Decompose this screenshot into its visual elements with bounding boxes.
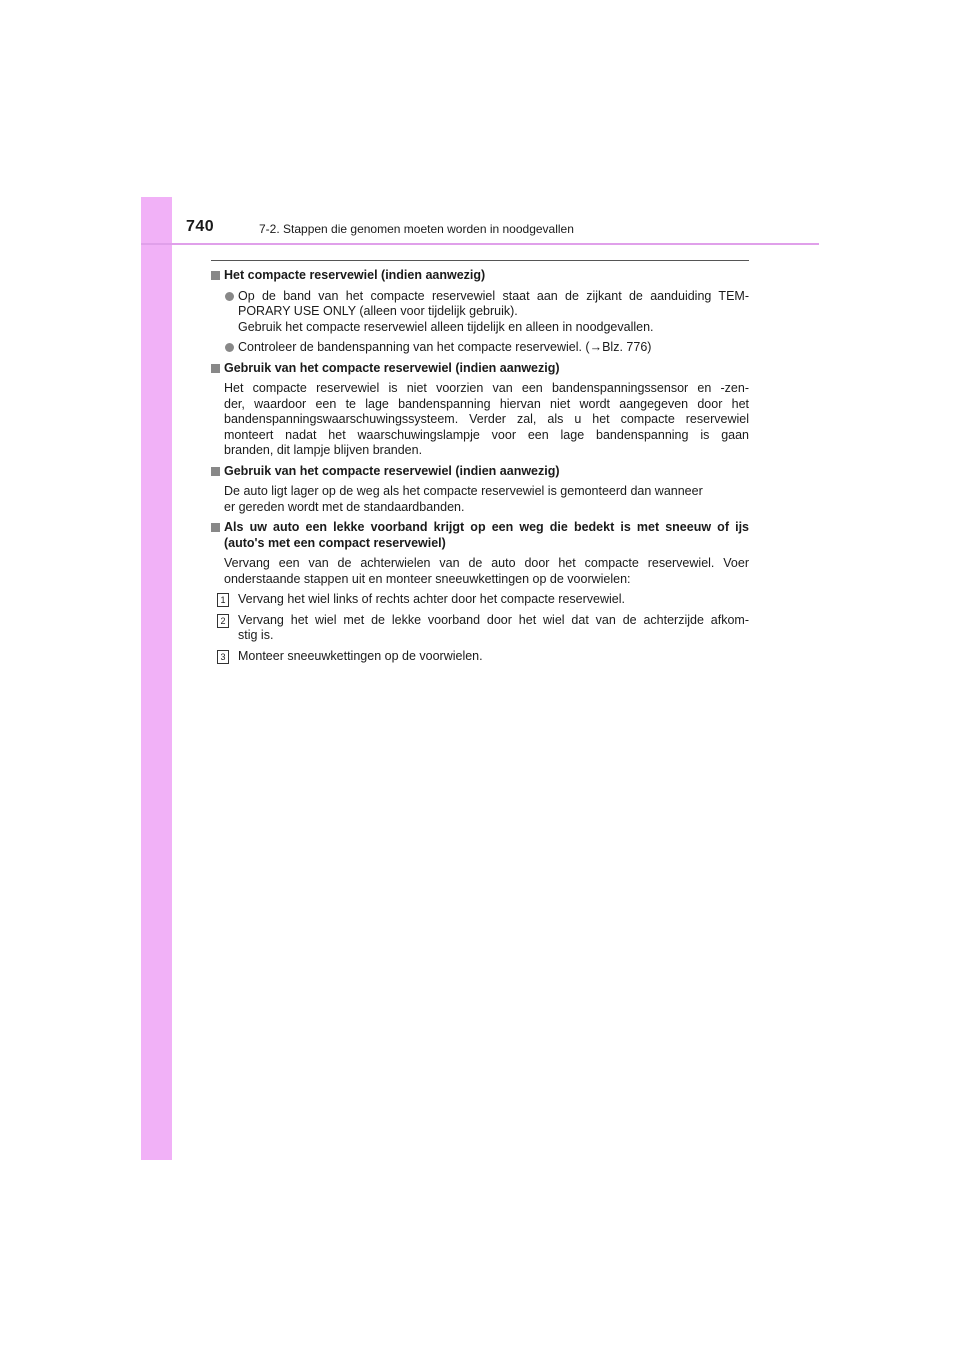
step-number-box: 2: [217, 614, 229, 628]
bullet-item: Op de band van het compacte reservewiel staat aan de zijkant de aanduiding TEM- PORARY USE ONLY (alleen voor tijdelijk gebruik). Gebruik het compacte reservewiel alleen tijdelijk en alleen in noodgevallen.: [211, 289, 749, 336]
round-bullet-icon: [225, 292, 234, 301]
square-bullet-icon: [211, 467, 220, 476]
step-item: 1 Vervang het wiel links of rechts achter door het compacte reservewiel.: [211, 592, 749, 608]
step-item: 2 Vervang het wiel met de lekke voorband door het wiel dat van de achterzijde afkom- stig is.: [211, 613, 749, 644]
chapter-title: 7-2. Stappen die genomen moeten worden in noodgevallen: [259, 222, 574, 236]
page-reference: Controleer de bandenspanning van het compacte reservewiel. (→Blz. 776): [238, 340, 652, 354]
square-bullet-icon: [211, 523, 220, 532]
content-body: [211, 268, 749, 669]
section-paragraph: Het compacte reservewiel is niet voorzien van een bandenspanningssensor en -zen- der, waardoor een te lage bandenspanning hiervan niet wordt aangegeven door het bandenspanningswaarschuwingssysteem. Verder zal, als u het compacte reservewiel monteert nadat het waarschuwingslampje voor een lage bandenspanning is gaan branden, dit lampje blijven branden.: [224, 381, 749, 457]
square-bullet-icon: [211, 271, 220, 280]
section-paragraph: De auto ligt lager op de weg als het compacte reservewiel is gemonteerd dan wanneer er gereden wordt met de standaardbanden.: [224, 484, 703, 514]
section-heading: Gebruik van het compacte reservewiel (indien aanwezig): [211, 464, 749, 480]
square-bullet-icon: [211, 364, 220, 373]
step-number-box: 3: [217, 650, 229, 664]
section-heading: Gebruik van het compacte reservewiel (indien aanwezig): [211, 361, 749, 377]
section-heading: Als uw auto een lekke voorband krijgt op een weg die bedekt is met sneeuw of ijs (auto's met een compact reservewiel): [211, 520, 749, 551]
section-paragraph: Vervang een van de achterwielen van de auto door het compacte reservewiel. Voer onderstaande stappen uit en monteer sneeuwkettingen op de voorwielen:: [224, 556, 749, 586]
round-bullet-icon: [225, 343, 234, 352]
page-number: 740: [186, 218, 215, 235]
step-number-box: 1: [217, 593, 229, 607]
step-item: 3 Monteer sneeuwkettingen op de voorwielen.: [211, 649, 749, 665]
side-color-band: [141, 197, 172, 1160]
bullet-item: [211, 340, 749, 356]
section-heading: Het compacte reservewiel (indien aanwezig): [211, 268, 749, 284]
header-rule: [141, 243, 819, 245]
content-top-rule: [211, 260, 749, 261]
